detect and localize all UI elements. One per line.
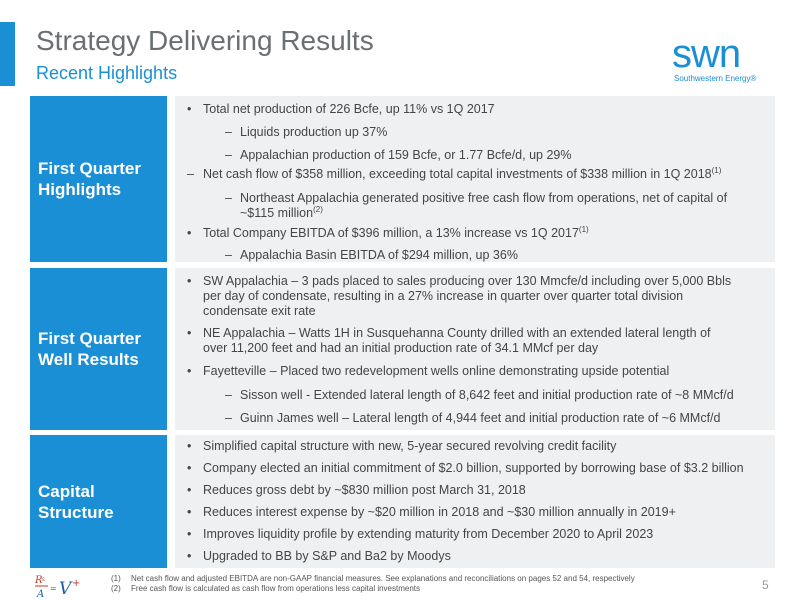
bullet-marker: – <box>187 167 194 181</box>
bullet-marker: • <box>187 326 192 340</box>
company-logo <box>672 34 772 90</box>
bullet-text: Net cash flow of $358 million, exceeding total capital investments of $338 million in 1Q 2018 <box>203 167 712 181</box>
bullet-text: Fayetteville – Placed two redevelopment wells online demonstrating upside potential <box>203 364 670 378</box>
bullet-text: Improves liquidity profile by extending maturity from December 2020 to April 2023 <box>203 527 654 541</box>
logo-tagline: Southwestern Energy® <box>674 74 757 83</box>
footnote-number: (1) <box>111 574 121 583</box>
svg-text:V: V <box>59 579 72 599</box>
section-label-line2: Highlights <box>38 180 122 199</box>
svg-text:=: = <box>50 584 57 593</box>
bullet-text-line1: SW Appalachia – 3 pads placed to sales producing over 130 Mmcfe/d including over 5,000 Bbls <box>203 274 732 288</box>
section-label <box>30 268 167 430</box>
bullet-text-line1: Northeast Appalachia generated positive free cash flow from operations, net of capital of <box>240 191 728 205</box>
bullet-marker: • <box>187 364 192 378</box>
bullet-text-line3: condensate exit rate <box>203 304 316 318</box>
section-label-line2: Structure <box>38 502 114 522</box>
section-label-line1: First Quarter <box>38 329 141 348</box>
bullet-text: Total net production of 226 Bcfe, up 11% vs 1Q 2017 <box>203 102 495 116</box>
footnote-item <box>111 574 635 584</box>
footnote-ref: (1) <box>711 165 722 175</box>
bullet-text-line2: per day of condensate, resulting in a 27% increase in quarter over quarter total division <box>203 289 684 303</box>
title-accent-bar <box>0 22 15 86</box>
bullet-text: Company elected an initial commitment of $2.0 billion, supported by borrowing base of $3.2 billion <box>203 461 744 475</box>
bullet-marker: – <box>225 388 232 402</box>
bullet-marker: – <box>225 191 232 205</box>
bullet-marker: • <box>187 439 192 453</box>
page-subtitle: Recent Highlights <box>36 63 178 83</box>
footnote-text: Net cash flow and adjusted EBITDA are non-GAAP financial measures. See explanations and reconciliations on pages 52 and 54, respectively <box>131 574 635 583</box>
section-label <box>30 435 167 568</box>
bullet-marker: • <box>187 274 192 288</box>
bullet-marker: • <box>187 527 192 541</box>
footnote-ref: (2) <box>313 204 323 214</box>
section-label-line1: First Quarter <box>38 159 141 178</box>
section-capital-structure <box>30 435 775 568</box>
bullet-text: Simplified capital structure with new, 5-year secured revolving credit facility <box>203 439 617 453</box>
section-label-line2: Well Results <box>38 350 139 369</box>
footnotes <box>111 574 635 594</box>
footnote-item <box>111 584 635 594</box>
bullet-text-line1: NE Appalachia – Watts 1H in Susquehanna County drilled with an extended lateral length of <box>203 326 711 340</box>
section-label-line1: Capital <box>38 481 95 501</box>
bullet-text: Appalachia Basin EBITDA of $294 million, up 36% <box>240 248 518 262</box>
footnote-text: Free cash flow is calculated as cash flow from operations less capital investments <box>131 584 421 593</box>
bullet-marker: – <box>225 125 232 139</box>
bottom-logo-icon <box>34 572 92 600</box>
section-body <box>175 435 775 568</box>
section-label <box>30 96 167 262</box>
bullet-marker: • <box>187 102 192 116</box>
footnote-number: (2) <box>111 584 121 593</box>
page-title: Strategy Delivering Results <box>36 25 374 56</box>
section-first-quarter-highlights <box>30 96 775 262</box>
logo-wordmark: swn <box>672 32 741 76</box>
bullet-marker: – <box>225 248 232 262</box>
footnote-ref: (1) <box>578 224 589 234</box>
bullet-marker: – <box>225 148 232 162</box>
bullet-marker: • <box>187 483 192 497</box>
bullet-text-line2: ~$115 million <box>240 206 314 220</box>
bullet-text-line2: over 11,200 feet and had an initial production rate of 34.1 MMcf per day <box>203 341 599 355</box>
svg-text:A: A <box>37 589 45 600</box>
page-number: 5 <box>762 578 769 592</box>
bullet-text: Total Company EBITDA of $396 million, a 13% increase vs 1Q 2017 <box>203 226 579 240</box>
bullet-text: Upgraded to BB by S&P and Ba2 by Moodys <box>203 549 451 563</box>
bullet-text: Reduces gross debt by ~$830 million post March 31, 2018 <box>203 483 526 497</box>
svg-text:R: R <box>35 575 43 586</box>
section-body <box>175 268 775 430</box>
section-body <box>175 96 775 262</box>
bullet-text: Guinn James well – Lateral length of 4,944 feet and initial production rate of ~6 MMcf/d <box>240 411 721 425</box>
svg-text:+: + <box>72 578 81 589</box>
bullet-marker: – <box>225 411 232 425</box>
bullet-marker: • <box>187 461 192 475</box>
bullet-marker: • <box>187 505 192 519</box>
svg-text:ε: ε <box>42 576 46 583</box>
bullet-marker: • <box>187 549 192 563</box>
bullet-text: Reduces interest expense by ~$20 million in 2018 and ~$30 million annually in 2019+ <box>203 505 676 519</box>
bullet-marker: • <box>187 226 192 240</box>
bullet-text: Appalachian production of 159 Bcfe, or 1.77 Bcfe/d, up 29% <box>240 148 572 162</box>
bullet-text: Sisson well - Extended lateral length of 8,642 feet and initial production rate of ~8 MMcf/d <box>240 388 734 402</box>
bullet-text: Liquids production up 37% <box>240 125 388 139</box>
section-first-quarter-well-results <box>30 268 775 430</box>
